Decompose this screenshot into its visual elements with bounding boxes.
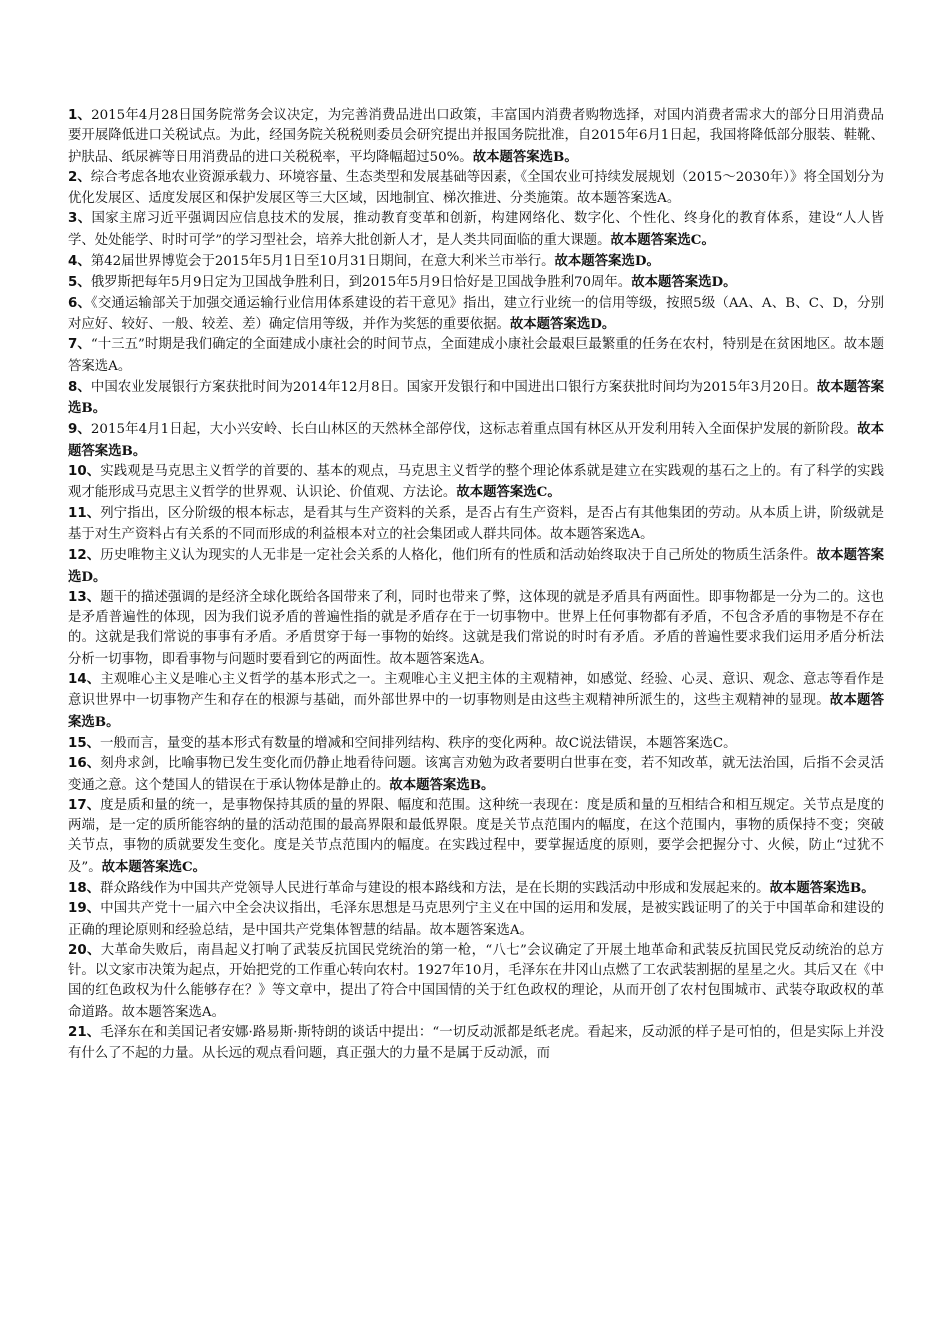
- item-number: 14、: [68, 672, 101, 688]
- answer-item-13: [68, 588, 884, 670]
- item-number: 4、: [68, 254, 91, 270]
- item-answer: 故本题答案选D。: [68, 547, 885, 585]
- item-number: 8、: [68, 379, 91, 395]
- item-number: 17、: [68, 797, 101, 813]
- item-text: 群众路线作为中国共产党领导人民进行革命与建设的根本路线和方法，是在长期的实践活动中形成和发展起来的。: [100, 880, 770, 896]
- item-text: 《交通运输部关于加强交通运输行业信用体系建设的若干意见》指出，建立行业统一的信用等级，按照5级（AA、A、B、C、D，分别对应好、较好、一般、较差、差）确定信用等级，并作为奖惩的重要依据。: [68, 295, 884, 332]
- item-number: 18、: [68, 880, 101, 896]
- item-text: 毛泽东在和美国记者安娜·路易斯·斯特朗的谈话中提出：“一切反动派都是纸老虎。看起来，反动派的样子是可怕的，但是实际上并没有什么了不起的力量。从长远的观点看问题，真正强大的力量不是属于反动派，而: [68, 1025, 884, 1062]
- item-number: 11、: [68, 505, 101, 521]
- item-answer: 故本题答案选B。: [68, 378, 885, 417]
- answer-item-17: [68, 796, 884, 878]
- item-number: 9、: [68, 422, 91, 438]
- item-text: 2015年4月1日起，大小兴安岭、长白山林区的天然林全部停伐，这标志着重点国有林区从开发利用转入全面保护发展的新阶段。: [90, 422, 858, 438]
- item-number: 13、: [68, 589, 101, 605]
- answer-item-21: [68, 1023, 884, 1065]
- answer-item-14: [68, 670, 884, 733]
- answer-item-6: [68, 294, 884, 336]
- item-text: 实践观是马克思主义哲学的首要的、基本的观点，马克思主义哲学的整个理论体系就是建立在实践观的基石之上的。有了科学的实践观才能形成马克思主义哲学的世界观、认识论、价值观、方法论。: [68, 464, 884, 501]
- item-number: 10、: [68, 464, 101, 480]
- item-text: 主观唯心主义是唯心主义哲学的基本形式之一。主观唯心主义把主体的主观精神，如感觉、经验、心灵、意识、观念、意志等看作是意识世界中一切事物产生和存在的根源与基础，而外部世界中的一切事物则是由这些主观精神所派生的，这些主观精神的显现。: [68, 672, 884, 709]
- item-text: 历史唯物主义认为现实的人无非是一定社会关系的人格化，他们所有的性质和活动始终取决于自己所处的物质生活条件。: [100, 548, 817, 564]
- item-text: 第42届世界博览会于2015年5月1日至10月31日期间，在意大利米兰市举行。: [90, 254, 555, 270]
- item-number: 12、: [68, 548, 101, 564]
- answer-item-1: [68, 106, 884, 168]
- item-answer: 故本题答案选C。: [456, 484, 561, 501]
- answer-item-7: [68, 335, 884, 377]
- item-number: 5、: [68, 275, 91, 291]
- answer-item-3: [68, 209, 884, 251]
- item-answer: 故本题答案选C。: [101, 858, 207, 875]
- answer-item-11: [68, 504, 884, 546]
- item-number: 21、: [68, 1025, 101, 1041]
- item-number: 19、: [68, 901, 101, 917]
- item-text: 题干的描述强调的是经济全球化既给各国带来了利，同时也带来了弊，这体现的就是矛盾具有两面性。即事物都是一分为二的。这也是矛盾普遍性的体现，因为我们说矛盾的普遍性指的就是矛盾存在于一切事物中。世界上任何事物都有矛盾，不包含矛盾的事物是不存在的。这就是我们常说的事事有矛盾。矛盾贯穿于每一事物的始终。这就是我们常说的时时有矛盾。矛盾的普遍性要求我们运用矛盾分析法分析一切事物，即看事物与问题时要看到它的两面性。故本题答案选A。: [68, 589, 884, 667]
- answer-item-8: [68, 377, 884, 420]
- item-number: 7、: [68, 337, 91, 353]
- answer-item-15: [68, 733, 884, 754]
- item-text: 中国共产党十一届六中全会决议指出，毛泽东思想是马克思列宁主义在中国的运用和发展，是被实践证明了的关于中国革命和建设的正确的理论原则和经验总结，是中国共产党集体智慧的结晶。故本题答案选A。: [68, 901, 884, 938]
- answer-explanations: [68, 106, 884, 1065]
- answer-item-9: [68, 419, 884, 462]
- item-number: 15、: [68, 735, 101, 751]
- item-text: 一般而言，量变的基本形式有数量的增减和空间排列结构、秩序的变化两种。故C说法错误，本题答案选C。: [100, 735, 737, 751]
- item-text: 国家主席习近平强调因应信息技术的发展，推动教育变革和创新，构建网络化、数字化、个性化、终身化的教育体系，建设“人人皆学、处处能学、时时可学”的学习型社会，培养大批创新人才，是人类共同面临的重大课题。: [68, 211, 884, 248]
- item-text: 刻舟求剑，比喻事物已发生变化而仍静止地看待问题。该寓言劝勉为政者要明白世事在变，若不知改革，就无法治国，后指不会灵活变通之意。这个楚国人的错误在于承认物体是静止的。: [68, 756, 884, 793]
- item-text: 俄罗斯把每年5月9日定为卫国战争胜利日，到2015年5月9日恰好是卫国战争胜利70周年。: [90, 275, 632, 291]
- item-answer: 故本题答案选D。: [631, 274, 737, 291]
- answer-item-19: [68, 899, 884, 941]
- item-number: 16、: [68, 756, 101, 772]
- item-number: 1、: [68, 108, 92, 123]
- item-answer: 故本题答案选D。: [509, 315, 616, 332]
- item-answer: 故本题答案选B。: [389, 776, 495, 793]
- answer-item-12: [68, 545, 884, 588]
- item-text: 度是质和量的统一，是事物保持其质的量的界限、幅度和范围。这种统一表现在：度是质和量的互相结合和相互规定。关节点是度的两端，是一定的质所能容纳的量的活动范围的最高界限和最低界限。度是关节点范围内的幅度，在这个范围内，事物的质保持不变；突破关节点，事物的质就要发生变化。度是关节点范围内的幅度。在实践过程中，要掌握适度的原则，要学会把握分寸、火候，防止“过犹不及”。: [68, 797, 884, 875]
- item-text: 中国农业发展银行方案获批时间为2014年12月8日。国家开发银行和中国进出口银行方案获批时间均为2015年3月20日。: [90, 379, 817, 395]
- answer-item-16: [68, 754, 884, 796]
- item-number: 3、: [68, 211, 92, 227]
- item-number: 2、: [68, 169, 91, 185]
- item-answer: 故本题答案选B。: [68, 692, 884, 730]
- item-text: 综合考虑各地农业资源承载力、环境容量、生态类型和发展基础等因素，《全国农业可持续发展规划（2015～2030年）》将全国划分为优化发展区、适度发展区和保护发展区等三大区域，因地制宜、梯次推进、分类施策。故本题答案选A。: [68, 169, 884, 207]
- item-text: 大革命失败后，南昌起义打响了武装反抗国民党统治的第一枪，“八七”会议确定了开展土地革命和武装反抗国民党反动统治的总方针。以文家市决策为起点，开始把党的工作重心转向农村。1927年10月，毛泽东在井冈山点燃了工农武装割据的星星之火。其后又在《中国的红色政权为什么能够存在？》等文章中，提出了符合中国国情的关于红色政权的理论，从而开创了农村包围城市、武装夺取政权的革命道路。故本题答案选A。: [68, 942, 884, 1020]
- answer-item-5: [68, 272, 884, 293]
- answer-item-18: [68, 878, 884, 899]
- item-answer: 故本题答案选C。: [610, 231, 715, 248]
- answer-item-10: [68, 462, 884, 504]
- item-answer: 故本题答案选B。: [472, 148, 578, 165]
- item-answer: 故本题答案选B。: [68, 421, 884, 459]
- item-number: 6、: [68, 295, 91, 311]
- answer-item-20: [68, 941, 884, 1023]
- item-text: 2015年4月28日国务院常务会议决定，为完善消费品进出口政策，丰富国内消费者购物选择，对国内消费者需求大的部分日用消费品要开展降低进口关税试点。为此，经国务院关税税则委员会研究提出并报国务院批准，自2015年6月1日起，我国将降低部分服装、鞋靴、护肤品、纸尿裤等日用消费品的进口关税税率，平均降幅超过50%。: [68, 108, 884, 165]
- item-text: “十三五”时期是我们确定的全面建成小康社会的时间节点，全面建成小康社会最艰巨最繁重的任务在农村，特别是在贫困地区。故本题答案选A。: [68, 337, 884, 374]
- item-text: 列宁指出，区分阶级的根本标志，是看其与生产资料的关系，是否占有生产资料，是否占有其他集团的劳动。从本质上讲，阶级就是基于对生产资料占有关系的不同而形成的利益根本对立的社会集团或人群共同体。故本题答案选A。: [68, 505, 884, 542]
- item-number: 20、: [68, 942, 101, 958]
- item-answer: 故本题答案选B。: [769, 879, 875, 896]
- answer-item-2: [68, 168, 884, 210]
- answer-item-4: [68, 251, 884, 272]
- item-answer: 故本题答案选D。: [554, 253, 660, 270]
